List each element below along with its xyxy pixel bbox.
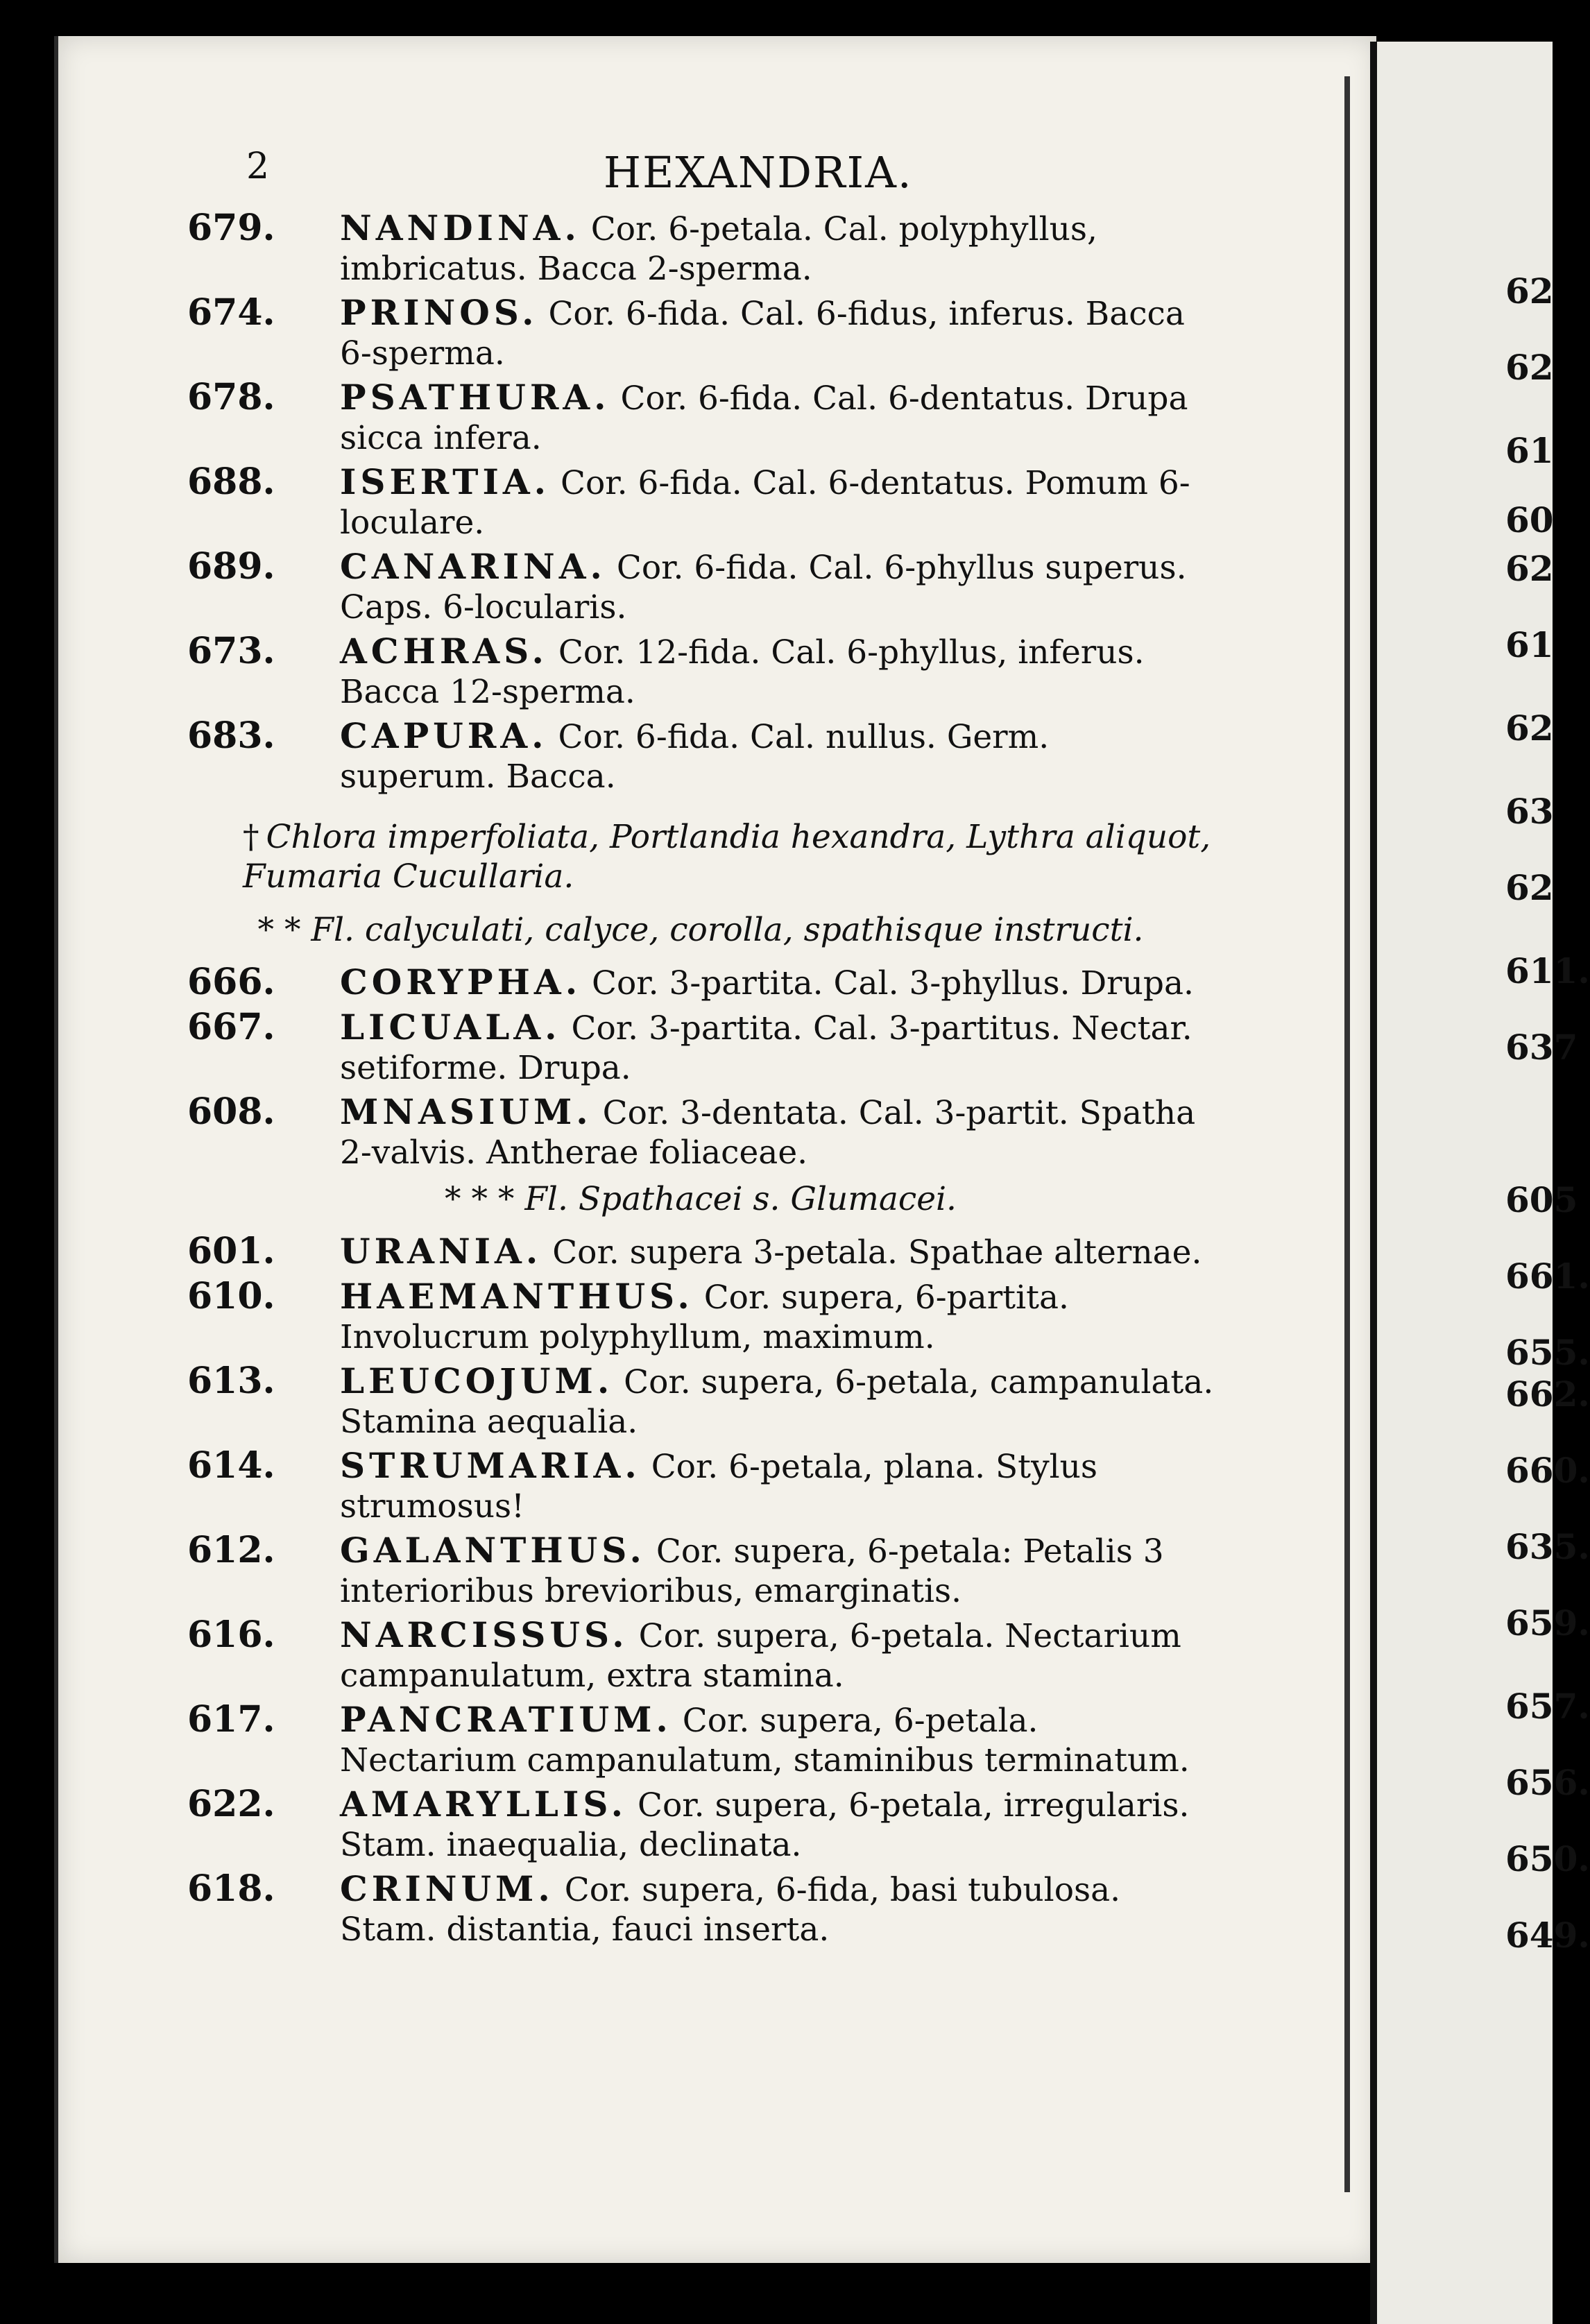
genus-description: Cor. 6-petala, plana. Stylus strumosus! <box>340 1448 1098 1526</box>
page-gutter <box>1344 76 1350 2192</box>
genus-name: STRUMARIA. <box>340 1445 641 1486</box>
running-head: HEXANDRIA. <box>604 147 913 198</box>
entry-number: 614. <box>187 1444 275 1487</box>
genus-entry <box>187 1615 1214 1695</box>
entry-number: 617. <box>187 1698 275 1741</box>
entries-group-a <box>187 208 1214 796</box>
entry-number: 618. <box>187 1868 275 1910</box>
page-number: 2 <box>246 146 270 187</box>
genus-name: NANDINA. <box>340 207 581 248</box>
genus-description: Cor. 6-fida. Cal. 6-dentatus. Pomum 6-loculare. <box>340 464 1190 542</box>
genus-name: PRINOS. <box>340 292 538 333</box>
right-page-entry-number: 657. <box>1505 1686 1590 1727</box>
entry-number: 612. <box>187 1529 275 1571</box>
genus-entry <box>187 1361 1214 1442</box>
genus-name: PANCRATIUM. <box>340 1699 672 1740</box>
genus-description: Cor. supera, 6-petala, campanulata. Stamina aequalia. <box>340 1363 1214 1441</box>
genus-entry <box>187 1446 1214 1526</box>
right-page-entry-number: 649. <box>1505 1915 1590 1956</box>
genus-entry <box>187 1784 1214 1865</box>
section-heading-calyculati: * * Fl. calyculati, calyce, corolla, spathisque instructi. <box>257 911 1144 949</box>
entries-group-c <box>187 1231 1214 1949</box>
genus-entry <box>187 1869 1214 1949</box>
genus-description: Cor. 3-dentata. Cal. 3-partit. Spatha 2-valvis. Antherae foliaceae. <box>340 1094 1196 1172</box>
genus-entry <box>187 1276 1214 1357</box>
right-page-entry-number: 611. <box>1505 950 1590 991</box>
genus-name: ISERTIA. <box>340 461 551 502</box>
genus-description: Cor. supera, 6-petala: Petalis 3 interioribus brevioribus, emarginatis. <box>340 1532 1164 1610</box>
entry-number: 678. <box>187 376 275 418</box>
genus-entry <box>187 293 1214 373</box>
genus-description: Cor. 6-fida. Cal. 6-phyllus superus. Caps. 6-locularis. <box>340 549 1187 626</box>
entry-number: 683. <box>187 715 275 757</box>
right-page-entry-number: 660. <box>1505 1450 1590 1491</box>
right-page-entry-number: 605 <box>1505 1179 1578 1220</box>
right-page-entry-number: 62 <box>1505 867 1554 908</box>
right-page-entry-number: 61 <box>1505 624 1554 665</box>
entries-group-b <box>187 962 1214 1172</box>
genus-description: Cor. 12-fida. Cal. 6-phyllus, inferus. Bacca 12-sperma. <box>340 633 1145 711</box>
genus-entry <box>187 462 1214 542</box>
genus-description: Cor. supera, 6-fida, basi tubulosa. Stam. distantia, fauci inserta. <box>340 1871 1121 1949</box>
section-heading-spathacei: * * * Fl. Spathacei s. Glumacei. <box>445 1180 957 1218</box>
genus-name: MNASIUM. <box>340 1091 592 1132</box>
right-page-entry-number: 62 <box>1505 708 1554 749</box>
right-page-entry-number: 60 <box>1505 499 1554 540</box>
entry-number: 689. <box>187 545 275 588</box>
right-page-entry-number: 62 <box>1505 271 1554 311</box>
page-content <box>187 208 1214 1954</box>
note-text: Chlora imperfoliata, Portlandia hexandra, Lythra aliquot, Fumaria Cucullaria. <box>243 818 1211 896</box>
genus-description: Cor. supera, 6-petala. Nectarium campanulatum, staminibus terminatum. <box>340 1702 1190 1779</box>
entry-number: 674. <box>187 291 275 334</box>
genus-description: Cor. 6-fida. Cal. 6-dentatus. Drupa sicca infera. <box>340 379 1188 457</box>
genus-name: CANARINA. <box>340 546 606 587</box>
genus-description: Cor. supera 3-petala. Spathae alternae. <box>542 1233 1202 1272</box>
entry-number: 673. <box>187 630 275 672</box>
entry-number: 601. <box>187 1230 275 1272</box>
right-page-entry-number: 635. <box>1505 1526 1590 1567</box>
genus-name: PSATHURA. <box>340 377 610 418</box>
right-page-entry-number: 62 <box>1505 347 1554 388</box>
genus-entry <box>187 377 1214 458</box>
right-page-entry-number: 650. <box>1505 1838 1590 1879</box>
genus-entry <box>187 1530 1214 1611</box>
genus-description: Cor. 6-petala. Cal. polyphyllus, imbricatus. Bacca 2-sperma. <box>340 210 1097 288</box>
entry-number: 608. <box>187 1091 275 1133</box>
genus-description: Cor. 3-partita. Cal. 3-partitus. Nectar. setiforme. Drupa. <box>340 1009 1192 1087</box>
genus-description: Cor. supera, 6-partita. Involucrum polyphyllum, maximum. <box>340 1279 1069 1356</box>
right-page-entry-number: 662. <box>1505 1374 1590 1415</box>
genus-name: LICUALA. <box>340 1007 561 1048</box>
right-page-entry-number: 637 <box>1505 1027 1578 1068</box>
right-page-entry-number: 655. <box>1505 1332 1590 1373</box>
entry-number: 688. <box>187 461 275 503</box>
entry-number: 667. <box>187 1006 275 1048</box>
genus-name: CORYPHA. <box>340 962 582 1002</box>
genus-entry <box>187 1092 1214 1172</box>
genus-entry <box>187 962 1214 1003</box>
note-paragraph <box>187 817 1214 896</box>
genus-entry <box>187 631 1214 712</box>
genus-entry <box>187 1700 1214 1780</box>
entry-number: 622. <box>187 1783 275 1825</box>
genus-entry <box>187 1007 1214 1088</box>
genus-name: HAEMANTHUS. <box>340 1276 694 1317</box>
right-page-entry-number: 659. <box>1505 1603 1590 1643</box>
entry-number: 616. <box>187 1614 275 1656</box>
genus-name: LEUCOJUM. <box>340 1360 614 1401</box>
genus-name: URANIA. <box>340 1231 542 1272</box>
genus-entry <box>187 1231 1214 1272</box>
entry-number: 679. <box>187 207 275 249</box>
right-page-entry-number: 63 <box>1505 791 1554 832</box>
genus-description: Cor. 3-partita. Cal. 3-phyllus. Drupa. <box>581 964 1194 1002</box>
entry-number: 666. <box>187 961 275 1003</box>
genus-name: AMARYLLIS. <box>340 1784 628 1825</box>
genus-name: CAPURA. <box>340 715 548 756</box>
genus-name: NARCISSUS. <box>340 1614 629 1655</box>
genus-name: ACHRAS. <box>340 631 548 672</box>
dagger-mark: † <box>243 818 259 856</box>
right-page-entry-number: 661. <box>1505 1256 1590 1297</box>
genus-entry <box>187 547 1214 627</box>
genus-description: Cor. 6-fida. Cal. 6-fidus, inferus. Bacca 6-sperma. <box>340 295 1185 373</box>
genus-description: Cor. supera, 6-petala. Nectarium campanulatum, extra stamina. <box>340 1617 1181 1695</box>
entry-number: 613. <box>187 1360 275 1402</box>
right-page-entry-number: 61 <box>1505 430 1554 471</box>
genus-name: GALANTHUS. <box>340 1530 646 1571</box>
genus-entry <box>187 716 1214 796</box>
genus-name: CRINUM. <box>340 1868 554 1909</box>
genus-description: Cor. 6-fida. Cal. nullus. Germ. superum. Bacca. <box>340 718 1050 796</box>
right-page-entry-number: 656. <box>1505 1762 1590 1803</box>
entry-number: 610. <box>187 1275 275 1317</box>
genus-entry <box>187 208 1214 289</box>
genus-description: Cor. supera, 6-petala, irregularis. Stam. inaequalia, declinata. <box>340 1786 1190 1864</box>
right-page-entry-number: 62 <box>1505 548 1554 589</box>
